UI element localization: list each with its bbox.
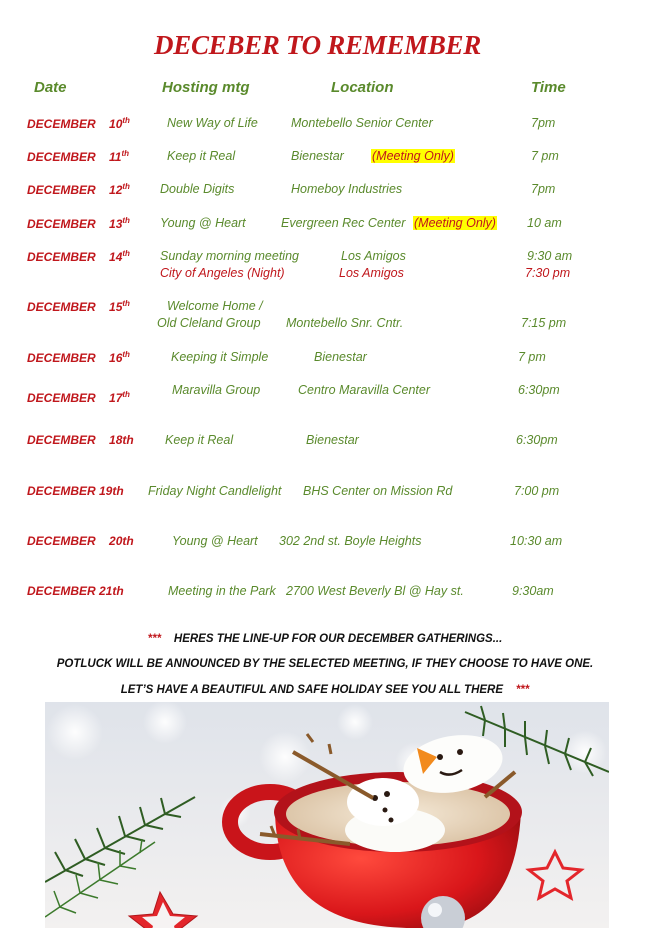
- row-hosting: Keep it Real: [165, 433, 234, 447]
- row-date: DECEMBER 18th: [27, 433, 134, 447]
- footer-line-2: POTLUCK WILL BE ANNOUNCED BY THE SELECTED MEETING, IF THEY CHOOSE TO HAVE ONE.: [56, 658, 594, 670]
- row-time: 7pm: [531, 116, 556, 130]
- row-date: DECEMBER 13th: [27, 216, 130, 231]
- row-location: Montebello Snr. Cntr.: [286, 316, 404, 330]
- row-location: 2700 West Beverly Bl @ Hay st.: [286, 584, 464, 598]
- row-date: DECEMBER 15th: [27, 299, 130, 314]
- row-date: DECEMBER 10th: [27, 116, 130, 131]
- row-time: 6:30pm: [518, 383, 560, 397]
- row-location: Centro Maravilla Center: [298, 383, 430, 397]
- row-time: 9:30 am: [527, 249, 573, 263]
- row-time: 10:30 am: [510, 534, 563, 548]
- row-date: DECEMBER 12th: [27, 182, 130, 197]
- row-location: Los Amigos: [341, 249, 406, 263]
- row-location-secondary: Los Amigos: [339, 266, 404, 280]
- header-location: Location: [331, 79, 394, 96]
- row-time: 7:15 pm: [521, 316, 567, 330]
- holiday-cocoa-image: [45, 702, 609, 928]
- row-time: 10 am: [527, 216, 562, 230]
- row-date: DECEMBER 14th: [27, 249, 130, 264]
- row-location: Bienestar: [306, 433, 359, 447]
- row-hosting-secondary: Old Cleland Group: [157, 316, 261, 330]
- row-hosting: Double Digits: [160, 182, 235, 196]
- row-hosting: Sunday morning meeting: [160, 249, 299, 263]
- row-date: DECEMBER 11th: [27, 149, 130, 164]
- row-time: 9:30am: [512, 584, 554, 598]
- row-time: 7:00 pm: [514, 484, 560, 498]
- row-location: 302 2nd st. Boyle Heights: [279, 534, 422, 548]
- page-title: DECEBER TO REMEMBER: [154, 30, 481, 60]
- header-date: Date: [34, 79, 67, 96]
- footer-line-3: LET’S HAVE A BEAUTIFUL AND SAFE HOLIDAY SEE YOU ALL THERE ***: [120, 684, 530, 696]
- row-hosting: Keeping it Simple: [171, 350, 269, 364]
- row-hosting: Keep it Real: [167, 149, 236, 163]
- row-hosting: New Way of Life: [167, 116, 258, 130]
- row-time-secondary: 7:30 pm: [525, 266, 571, 280]
- row-date: DECEMBER 17th: [27, 390, 130, 405]
- meeting-only-note: (Meeting Only): [372, 149, 454, 163]
- row-hosting: Young @ Heart: [160, 216, 246, 230]
- row-time: 6:30pm: [516, 433, 558, 447]
- row-location: Bienestar: [314, 350, 367, 364]
- row-date: DECEMBER 19th: [27, 484, 124, 498]
- header-time: Time: [531, 79, 566, 96]
- row-hosting: Meeting in the Park: [168, 584, 276, 598]
- row-location: Evergreen Rec Center: [281, 216, 406, 230]
- row-hosting: Young @ Heart: [172, 534, 258, 548]
- row-location: Bienestar: [291, 149, 344, 163]
- row-location: BHS Center on Mission Rd: [303, 484, 453, 498]
- header-hosting: Hosting mtg: [162, 79, 250, 96]
- row-location: Montebello Senior Center: [291, 116, 433, 130]
- row-date: DECEMBER 20th: [27, 534, 134, 548]
- row-date: DECEMBER 16th: [27, 350, 130, 365]
- row-hosting: Friday Night Candlelight: [148, 484, 282, 498]
- row-location: Homeboy Industries: [291, 182, 403, 196]
- row-time: 7 pm: [518, 350, 546, 364]
- row-date: DECEMBER 21th: [27, 584, 124, 598]
- footer-line-1: *** HERES THE LINE-UP FOR OUR DECEMBER GATHERINGS...: [147, 633, 503, 645]
- meeting-only-note: (Meeting Only): [414, 216, 496, 230]
- row-time: 7pm: [531, 182, 556, 196]
- row-hosting-secondary: City of Angeles (Night): [160, 266, 285, 280]
- row-hosting: Maravilla Group: [172, 383, 261, 397]
- row-time: 7 pm: [531, 149, 559, 163]
- row-hosting: Welcome Home /: [167, 299, 263, 313]
